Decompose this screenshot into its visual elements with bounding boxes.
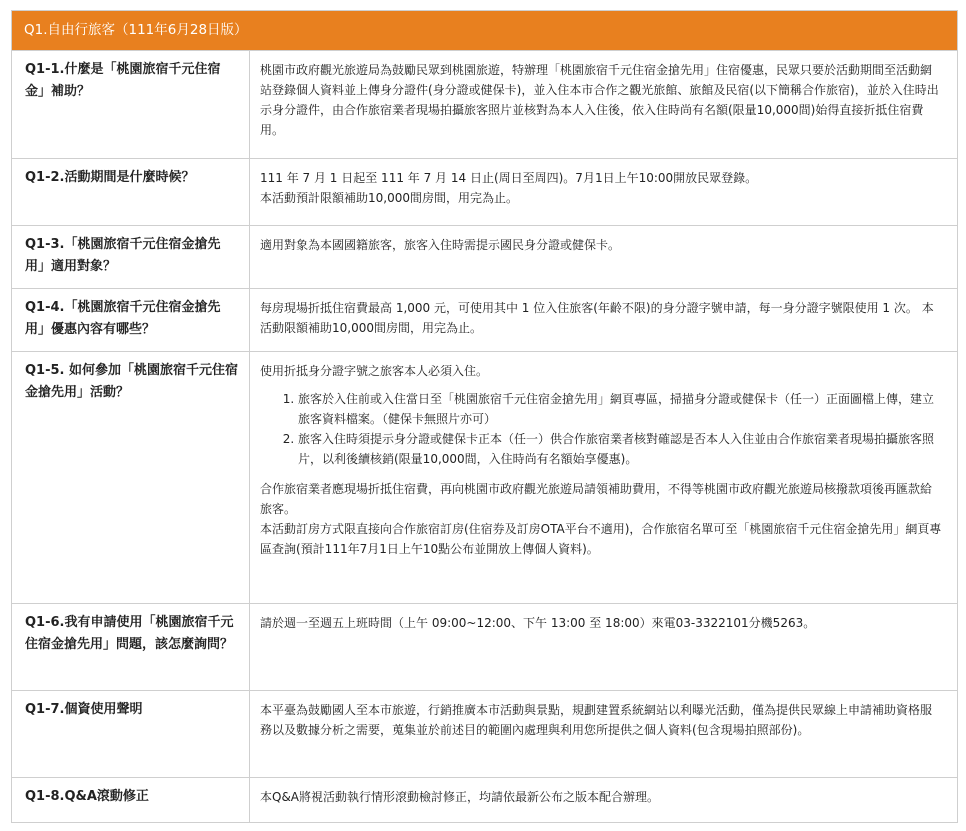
- question: Q1-3.「桃園旅宿千元住宿金搶先用」適用對象？: [12, 226, 250, 288]
- question: Q1-2.活動期間是什麼時候？: [12, 159, 250, 225]
- question: Q1-5. 如何參加「桃園旅宿千元住宿金搶先用」活動？: [12, 352, 250, 603]
- answer: [250, 352, 957, 603]
- faq-row-q1-6: [12, 603, 957, 690]
- answer: 本Q&A將視活動執行情形滾動檢討修正，均請依最新公布之版本配合辦理。: [260, 790, 660, 804]
- answer: 適用對象為本國國籍旅客，旅客入住時需提示國民身分證或健保卡。: [260, 238, 621, 252]
- answer-paragraph: 合作旅宿業者應現場折抵住宿費，再向桃園市政府觀光旅遊局請領補助費用，不得等桃園市政府觀光旅遊局核撥款項後再匯款給旅客。: [260, 482, 933, 516]
- faq-row-q1-3: [12, 225, 957, 288]
- answer: 桃園市政府觀光旅遊局為鼓勵民眾到桃園旅遊，特辦理「桃園旅宿千元住宿金搶先用」住宿優惠，民眾只要於活動期間至活動網站登錄個人資料並上傳身分證件(身分證或健保卡)，並入住本市合作之觀光旅館、旅館及民宿(以下簡稱合作旅宿)，並於入住時出示身分證件，由合作旅宿業者現場拍攝旅客照片並核對為本人入住後，依入住時尚有名額(限量10,000間)始得直接折抵住宿費用。: [260, 63, 939, 137]
- answer: 請於週一至週五上班時間（上午 09:00~12:00、下午 13:00 至 18:00）來電03-3322101分機5263。: [260, 616, 816, 630]
- question: Q1-7.個資使用聲明: [12, 691, 250, 777]
- question: Q1-1.什麼是「桃園旅宿千元住宿金」補助？: [12, 51, 250, 158]
- answer-line: 本活動預計限額補助10,000間房間，用完為止。: [260, 191, 518, 205]
- faq-row-q1-8: [12, 777, 957, 822]
- answer: 本平臺為鼓勵國人至本市旅遊，行銷推廣本市活動與景點，規劃建置系統網站以利曝光活動，僅為提供民眾線上申請補助資格服務以及數據分析之需要，蒐集並於前述目的範圍內處理與利用您所提供之個人資料(包含現場拍照部份)。: [260, 703, 933, 737]
- answer: [250, 159, 957, 225]
- faq-row-q1-7: [12, 690, 957, 777]
- question: Q1-4.「桃園旅宿千元住宿金搶先用」優惠內容有哪些？: [12, 289, 250, 351]
- question: Q1-8.Q&A滾動修正: [12, 778, 250, 822]
- answer-paragraph: 本活動訂房方式限直接向合作旅宿訂房(住宿券及訂房OTA平台不適用)，合作旅宿名單可至「桃園旅宿千元住宿金搶先用」網頁專區查詢(預計111年7月1日上午10點公布並開放上傳個人資料)。: [260, 522, 942, 556]
- faq-section-header: Q1.自由行旅客（111年6月28日版）: [12, 11, 957, 50]
- answer: 每房現場折抵住宿費最高 1,000 元，可使用其中 1 位入住旅客(年齡不限)的身分證字號申請，每一身分證字號限使用 1 次。 本活動限額補助10,000間房間，用完為止。: [260, 301, 934, 335]
- faq-row-q1-5: [12, 351, 957, 603]
- step-item: 1. 旅客於入住前或入住當日至「桃園旅宿千元住宿金搶先用」網頁專區，掃描身分證或健保卡（任一）正面圖檔上傳，建立旅客資料檔案。（健保卡無照片亦可）: [298, 389, 943, 429]
- answer-line: 111 年 7 月 1 日起至 111 年 7 月 14 日止(周日至周四)。7月1日上午10:00開放民眾登錄。: [260, 171, 758, 185]
- question: Q1-6.我有申請使用「桃園旅宿千元住宿金搶先用」問題，該怎麼詢問？: [12, 604, 250, 690]
- steps-list: [260, 389, 943, 469]
- faq-row-q1-2: [12, 158, 957, 225]
- answer-intro: 使用折抵身分證字號之旅客本人必須入住。: [260, 364, 489, 378]
- faq-row-q1-1: [12, 50, 957, 158]
- step-item: 2. 旅客入住時須提示身分證或健保卡正本（任一）供合作旅宿業者核對確認是否本人入住並由合作旅宿業者現場拍攝旅客照片，以利後續核銷(限量10,000間，入住時尚有名額始享優惠)。: [298, 429, 943, 469]
- faq-table: [11, 10, 958, 823]
- faq-row-q1-4: [12, 288, 957, 351]
